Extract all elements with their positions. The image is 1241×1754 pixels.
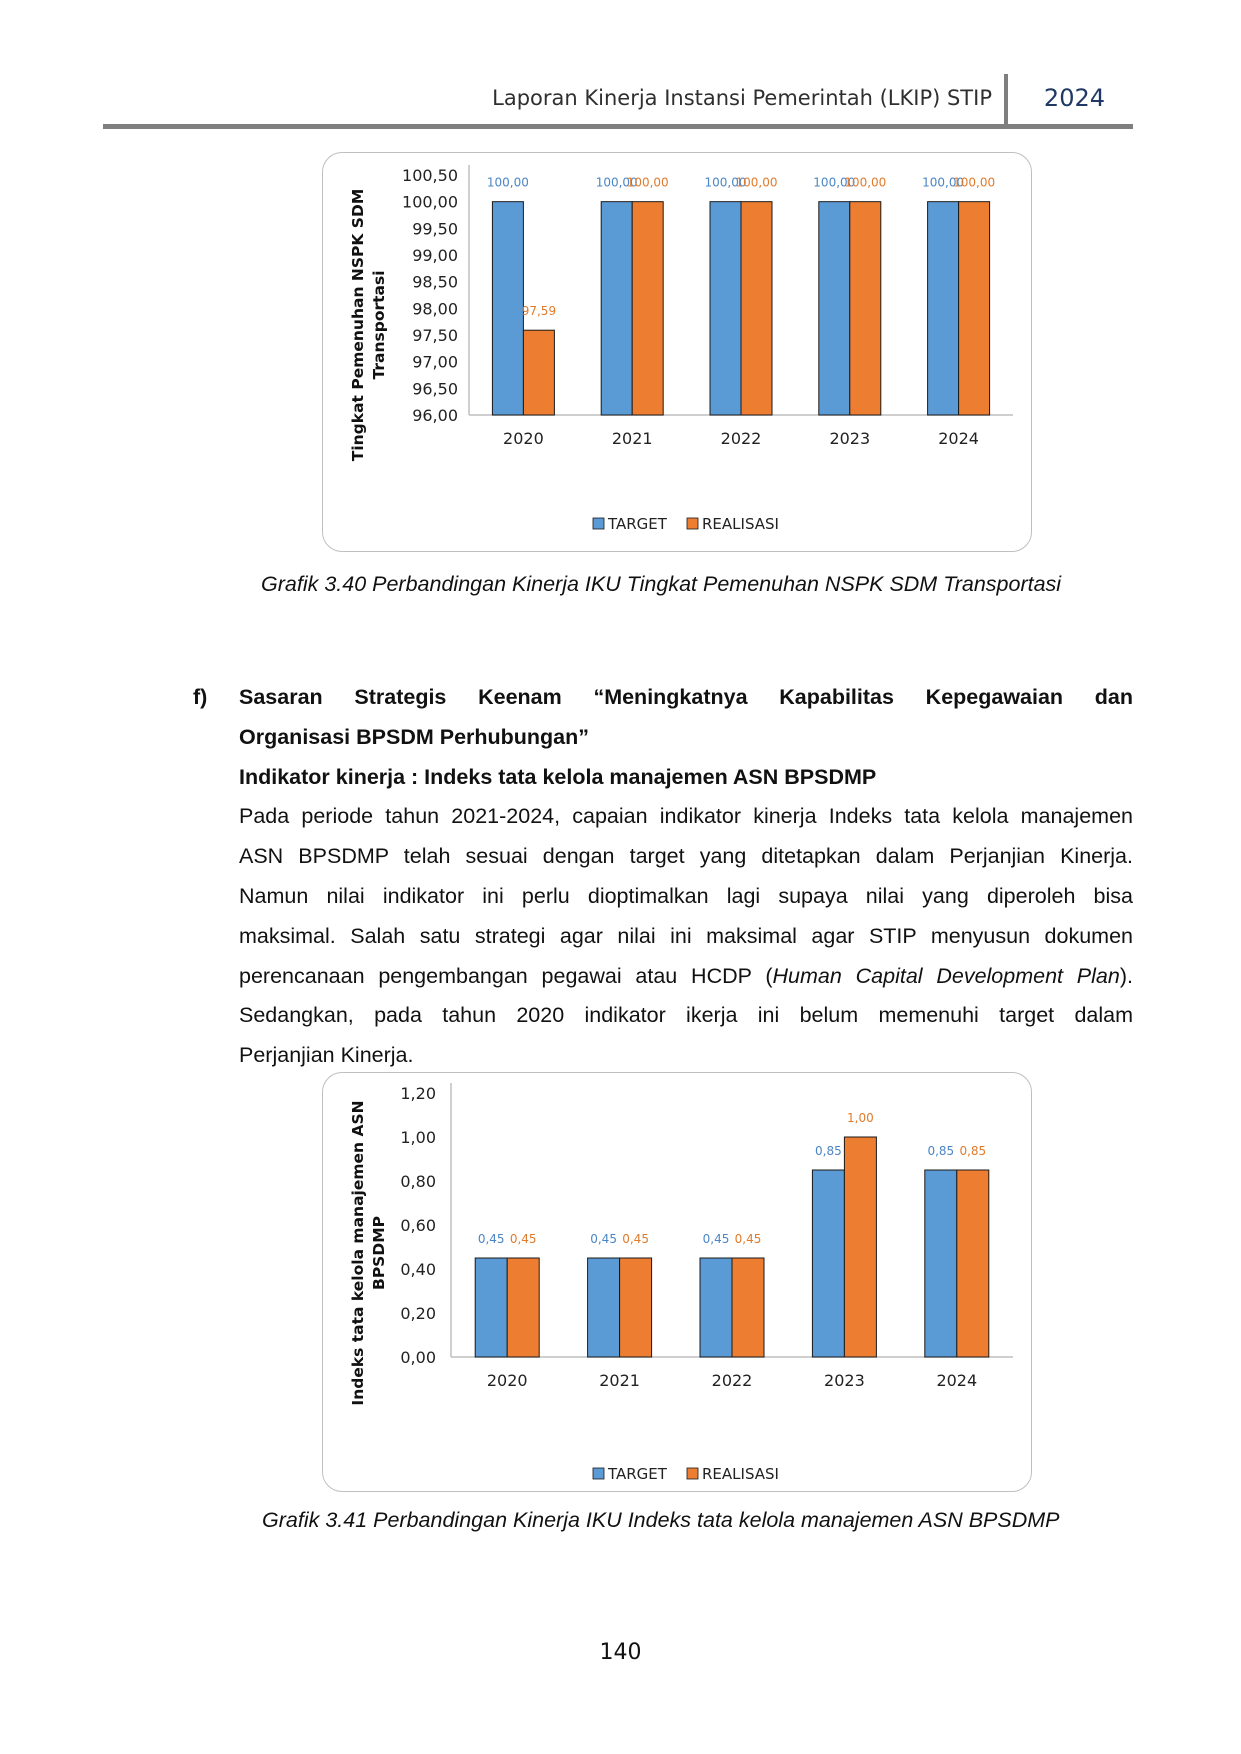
chart-2-y-axis-title-line: BPSDMP [370, 1216, 388, 1290]
chart-2-y-axis-title [349, 1100, 388, 1405]
chart-1-bar-target [492, 202, 523, 415]
chart-2-bar-target [700, 1258, 732, 1357]
chart-1-x-tick-label: 2022 [720, 429, 762, 448]
chart-1-x-tick-label: 2021 [611, 429, 653, 448]
paragraph-line-5-prefix: perencanaan pengembangan pegawai atau HCDP ( [239, 963, 773, 988]
chart-1-data-label: 100,00 [704, 175, 747, 190]
chart-1-y-axis-title-line: Transportasi [370, 270, 388, 380]
chart-1-ytick-label: 99,00 [412, 246, 458, 265]
chart-1-data-label: 97,59 [521, 304, 557, 319]
chart-2-legend-swatch-realisasi [687, 1468, 698, 1479]
chart-2-x-tick-label: 2021 [599, 1371, 640, 1390]
chart-2-legend-label-target: TARGET [608, 1465, 667, 1483]
chart-2-bar-realisasi [957, 1170, 989, 1357]
section-heading-line-1: Sasaran Strategis Keenam “Meningkatnya Kapabilitas Kepegawaian dan [239, 685, 1133, 709]
chart-2-ytick-label: 0,60 [400, 1216, 436, 1235]
chart-2-data-label: 0,45 [477, 1232, 505, 1246]
chart-2-data-label: 0,45 [590, 1232, 617, 1246]
chart-2-legend-label-realisasi: REALISASI [702, 1465, 779, 1483]
section-marker: f) [193, 685, 208, 709]
chart-2-legend-swatch-target [593, 1468, 604, 1479]
chart-2-data-label: 0,45 [734, 1232, 762, 1246]
header-title: Laporan Kinerja Instansi Pemerintah (LKIP) STIP [492, 86, 992, 110]
chart-1-bar-realisasi [523, 330, 554, 415]
chart-1-legend [593, 515, 779, 533]
chart-1-data-label: 100,00 [626, 175, 669, 190]
chart-2-bar-realisasi [620, 1258, 652, 1357]
chart-1-bar-realisasi [850, 202, 881, 415]
chart-1-ytick-label: 99,50 [412, 219, 458, 239]
indicator-heading: Indikator kinerja : Indeks tata kelola manajemen ASN BPSDMP [239, 764, 877, 789]
chart-2-data-label: 0,45 [509, 1232, 537, 1246]
chart-2-data-label: 1,00 [847, 1111, 874, 1125]
chart-1-ytick-label: 96,00 [412, 406, 458, 425]
chart-2-bar-realisasi [844, 1137, 876, 1357]
chart-2-x-tick-label: 2020 [486, 1371, 528, 1390]
chart-2-ytick-label: 0,00 [400, 1348, 436, 1367]
chart-2-caption: Grafik 3.41 Perbandingan Kinerja IKU Indeks tata kelola manajemen ASN BPSDMP [262, 1508, 1060, 1532]
chart-1-data-label: 100,00 [953, 175, 996, 190]
chart-2-ytick-label: 1,20 [400, 1084, 436, 1103]
chart-1-data-label: 100,00 [813, 175, 856, 190]
chart-1-data-label: 100,00 [844, 175, 887, 190]
chart-2-bar-target [812, 1170, 844, 1357]
paragraph-line-5 [239, 957, 1133, 997]
chart-2-data-label: 0,85 [927, 1144, 955, 1158]
chart-2-x-tick-label: 2022 [711, 1371, 753, 1390]
chart-2-ytick-label: 0,80 [400, 1172, 436, 1191]
chart-2-data-label: 0,85 [815, 1144, 842, 1158]
chart-1-ytick-label: 98,50 [412, 272, 458, 292]
chart-2-bar-target [475, 1258, 507, 1357]
chart-1-legend-label-target: TARGET [608, 515, 667, 533]
page-header [103, 78, 1133, 129]
paragraph-line-1: Pada periode tahun 2021-2024, capaian indikator kinerja Indeks tata kelola manajemen [239, 804, 1133, 829]
chart-1-legend-label-realisasi: REALISASI [702, 515, 779, 533]
chart-1-x-tick-label: 2020 [503, 429, 544, 448]
chart-1-y-axis-title-line: Tingkat Pemenuhan NSPK SDM [349, 188, 367, 462]
chart-1-ytick-label: 96,50 [412, 379, 458, 399]
chart-1-x-tick-label: 2024 [938, 429, 979, 448]
paragraph-line-4: maksimal. Salah satu strategi agar nilai ini maksimal agar STIP menyusun dokumen [239, 923, 1133, 948]
chart-2-x-tick-label: 2023 [824, 1371, 865, 1390]
chart-1-ytick-label: 98,00 [412, 299, 458, 319]
chart-nspk [322, 152, 1032, 552]
paragraph-line-7: Perjanjian Kinerja. [239, 1043, 414, 1068]
chart-asn-index [322, 1072, 1032, 1492]
chart-1-y-axis-title [349, 189, 388, 461]
chart-1-bar-target [710, 202, 741, 415]
chart-1-data-label: 100,00 [922, 175, 965, 190]
section-heading-line-2: Organisasi BPSDM Perhubungan” [239, 724, 590, 749]
chart-1-svg [323, 153, 1031, 551]
chart-1-legend-swatch-target [593, 518, 604, 529]
chart-2-ytick-label: 1,00 [400, 1128, 436, 1147]
chart-2-svg [323, 1073, 1031, 1491]
chart-2-data-label: 0,45 [622, 1232, 649, 1246]
chart-1-data-label: 100,00 [486, 175, 529, 190]
chart-1-ytick-label: 100,50 [402, 166, 458, 185]
chart-1-bar-realisasi [632, 202, 663, 415]
chart-1-bar-realisasi [959, 202, 990, 415]
chart-2-bar-target [925, 1170, 957, 1357]
chart-2-bar-target [588, 1258, 620, 1357]
chart-1-bar-realisasi [741, 202, 772, 415]
chart-1-caption: Grafik 3.40 Perbandingan Kinerja IKU Tingkat Pemenuhan NSPK SDM Transportasi [261, 572, 1062, 596]
chart-2-bar-realisasi [507, 1258, 539, 1357]
chart-1-bar-target [601, 202, 632, 415]
paragraph-line-6: Sedangkan, pada tahun 2020 indikator ikerja ini belum memenuhi target dalam [239, 1003, 1133, 1028]
chart-1-x-tick-label: 2023 [829, 429, 871, 448]
chart-2-bar-realisasi [732, 1258, 764, 1357]
chart-2-ytick-label: 0,40 [400, 1260, 436, 1279]
chart-1-bar-target [928, 202, 959, 415]
paragraph-line-5-suffix: ). [1119, 963, 1133, 988]
chart-2-y-axis-title-line: Indeks tata kelola manajemen ASN [349, 1100, 367, 1406]
chart-1-ytick-label: 97,00 [412, 352, 458, 372]
chart-1-ytick-label: 100,00 [402, 192, 458, 212]
chart-1-ytick-label: 97,50 [412, 326, 458, 345]
chart-2-x-tick-label: 2024 [936, 1371, 978, 1390]
chart-2-data-label: 0,85 [959, 1144, 987, 1158]
paragraph-line-2: ASN BPSDMP telah sesuai dengan target yang ditetapkan dalam Perjanjian Kinerja. [239, 844, 1133, 869]
page-number: 140 [599, 1640, 642, 1665]
chart-2-data-label: 0,45 [702, 1232, 730, 1246]
chart-1-legend-swatch-realisasi [687, 518, 698, 529]
paragraph-line-3: Namun nilai indikator ini perlu dioptimalkan lagi supaya nilai yang diperoleh bisa [239, 883, 1133, 908]
paragraph-line-5-italic: Human Capital Development Plan [772, 963, 1120, 988]
chart-2-ytick-label: 0,20 [400, 1304, 436, 1323]
header-year: 2024 [1043, 84, 1105, 112]
chart-1-data-label: 100,00 [735, 175, 778, 190]
header-divider [1004, 74, 1008, 124]
chart-2-legend [593, 1465, 779, 1483]
chart-1-bar-target [819, 202, 850, 415]
chart-1-data-label: 100,00 [595, 175, 638, 190]
